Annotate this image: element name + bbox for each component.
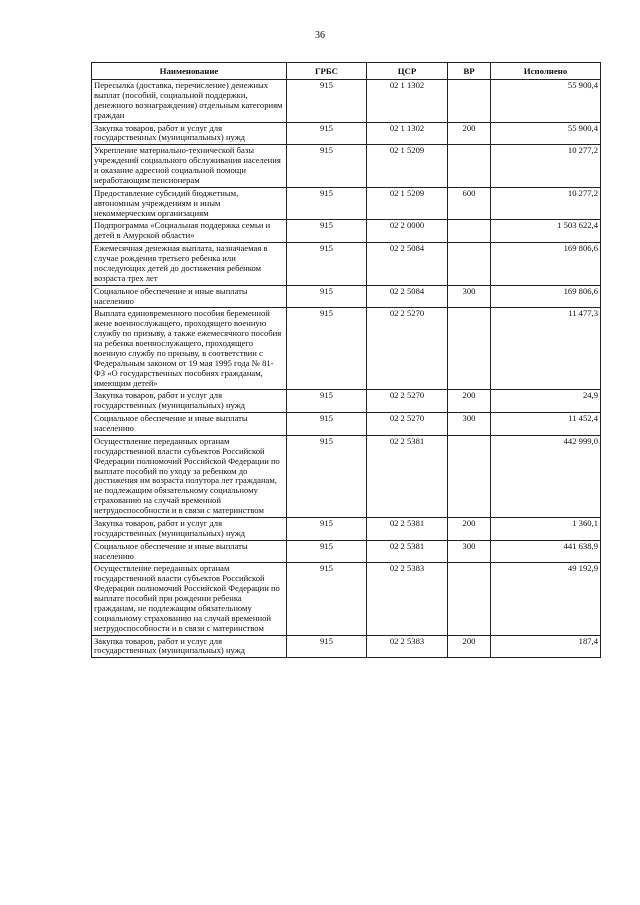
table-row <box>92 635 601 658</box>
cell-vr: 300 <box>448 413 491 436</box>
cell-csr: 02 2 5381 <box>367 517 448 540</box>
cell-csr: 02 2 5381 <box>367 540 448 563</box>
cell-csr: 02 1 1302 <box>367 80 448 123</box>
cell-name: Осуществление переданных органам государственной власти субъектов Российской Федерации полномочий Российской Федерации по выплате пособий по уходу за ребенком до достижения им возраста полутора лет гражданам, не подлежащим обязательному социальному страхованию на случай временной нетрудоспособности и в связи с материнством <box>92 435 287 517</box>
cell-csr: 02 2 5270 <box>367 308 448 390</box>
cell-vr: 300 <box>448 540 491 563</box>
cell-grbs: 915 <box>287 540 367 563</box>
cell-amount: 441 638,9 <box>491 540 601 563</box>
cell-csr: 02 2 5084 <box>367 243 448 286</box>
cell-grbs: 915 <box>287 517 367 540</box>
header-grbs: ГРБС <box>287 63 367 80</box>
header-amount: Исполнено <box>491 63 601 80</box>
cell-name: Укрепление материально-технической базы учреждений социального обслуживания населения и оказание адресной социальной помощи неработающим пенсионерам <box>92 145 287 188</box>
table-row <box>92 413 601 436</box>
cell-name: Социальное обеспечение и иные выплаты населению <box>92 413 287 436</box>
cell-grbs: 915 <box>287 308 367 390</box>
cell-grbs: 915 <box>287 145 367 188</box>
table-header-row <box>92 63 601 80</box>
cell-name: Закупка товаров, работ и услуг для государственных (муниципальных) нужд <box>92 517 287 540</box>
cell-vr: 200 <box>448 517 491 540</box>
table-row <box>92 285 601 308</box>
cell-name: Предоставление субсидий бюджетным, автономным учреждениям и иным некоммерческим организациям <box>92 187 287 220</box>
cell-amount: 11 452,4 <box>491 413 601 436</box>
cell-name: Закупка товаров, работ и услуг для государственных (муниципальных) нужд <box>92 390 287 413</box>
cell-grbs: 915 <box>287 435 367 517</box>
cell-name: Выплата единовременного пособия беременной жене военнослужащего, проходящего военную службу по призыву, а также ежемесячного пособия на ребенка военнослужащего, проходящего военную службу по призыву, в соответствии с Федеральным законом от 19 мая 1995 года № 81-ФЗ «О государственных пособиях гражданам, имеющим детей» <box>92 308 287 390</box>
cell-grbs: 915 <box>287 635 367 658</box>
table-row <box>92 435 601 517</box>
table-row <box>92 80 601 123</box>
cell-vr: 300 <box>448 285 491 308</box>
table-row <box>92 145 601 188</box>
cell-amount: 10 277,2 <box>491 187 601 220</box>
cell-vr <box>448 308 491 390</box>
cell-csr: 02 2 5270 <box>367 390 448 413</box>
cell-amount: 169 806,6 <box>491 285 601 308</box>
cell-vr <box>448 220 491 243</box>
cell-csr: 02 2 5084 <box>367 285 448 308</box>
cell-csr: 02 1 1302 <box>367 122 448 145</box>
cell-csr: 02 2 0000 <box>367 220 448 243</box>
cell-vr: 200 <box>448 122 491 145</box>
cell-amount: 187,4 <box>491 635 601 658</box>
cell-csr: 02 1 5209 <box>367 145 448 188</box>
table-row <box>92 187 601 220</box>
page-number: 36 <box>315 30 325 41</box>
cell-grbs: 915 <box>287 80 367 123</box>
cell-name: Осуществление переданных органам государственной власти субъектов Российской Федерации полномочий Российской Федерации по выплате пособий при рождении ребенка гражданам, не подлежащим обязательному социальному страхованию на случай временной нетрудоспособности и в связи с материнством <box>92 563 287 635</box>
cell-vr <box>448 435 491 517</box>
header-csr: ЦСР <box>367 63 448 80</box>
cell-grbs: 915 <box>287 285 367 308</box>
cell-amount: 55 900,4 <box>491 122 601 145</box>
cell-csr: 02 2 5270 <box>367 413 448 436</box>
table-body <box>92 80 601 658</box>
cell-grbs: 915 <box>287 220 367 243</box>
cell-amount: 11 477,3 <box>491 308 601 390</box>
table-row <box>92 563 601 635</box>
cell-amount: 1 503 622,4 <box>491 220 601 243</box>
table-row <box>92 220 601 243</box>
cell-grbs: 915 <box>287 243 367 286</box>
cell-vr: 200 <box>448 635 491 658</box>
table-row <box>92 540 601 563</box>
cell-amount: 24,9 <box>491 390 601 413</box>
cell-amount: 55 900,4 <box>491 80 601 123</box>
cell-name: Социальное обеспечение и иные выплаты населению <box>92 285 287 308</box>
cell-vr <box>448 563 491 635</box>
cell-name: Подпрограмма «Социальная поддержка семьи и детей в Амурской области» <box>92 220 287 243</box>
cell-amount: 10 277,2 <box>491 145 601 188</box>
cell-csr: 02 2 5381 <box>367 435 448 517</box>
cell-amount: 49 192,9 <box>491 563 601 635</box>
cell-name: Закупка товаров, работ и услуг для государственных (муниципальных) нужд <box>92 122 287 145</box>
cell-name: Ежемесячная денежная выплата, назначаемая в случае рождения третьего ребенка или последующих детей до достижения ребенком возраста трех лет <box>92 243 287 286</box>
cell-grbs: 915 <box>287 563 367 635</box>
cell-csr: 02 2 5383 <box>367 563 448 635</box>
cell-vr <box>448 145 491 188</box>
cell-amount: 1 360,1 <box>491 517 601 540</box>
cell-name: Социальное обеспечение и иные выплаты населению <box>92 540 287 563</box>
table-row <box>92 243 601 286</box>
cell-csr: 02 1 5209 <box>367 187 448 220</box>
cell-amount: 169 806,6 <box>491 243 601 286</box>
cell-vr: 600 <box>448 187 491 220</box>
cell-vr <box>448 80 491 123</box>
header-vr: ВР <box>448 63 491 80</box>
budget-table <box>91 62 601 658</box>
cell-grbs: 915 <box>287 122 367 145</box>
cell-name: Закупка товаров, работ и услуг для государственных (муниципальных) нужд <box>92 635 287 658</box>
table-row <box>92 308 601 390</box>
cell-grbs: 915 <box>287 413 367 436</box>
table-row <box>92 122 601 145</box>
cell-name: Пересылка (доставка, перечисление) денежных выплат (пособий, социальной поддержки, денежного вознаграждения) отдельным категориям граждан <box>92 80 287 123</box>
header-name: Наименование <box>92 63 287 80</box>
cell-vr: 200 <box>448 390 491 413</box>
table-row <box>92 517 601 540</box>
cell-vr <box>448 243 491 286</box>
cell-csr: 02 2 5383 <box>367 635 448 658</box>
cell-grbs: 915 <box>287 187 367 220</box>
table-row <box>92 390 601 413</box>
cell-grbs: 915 <box>287 390 367 413</box>
cell-amount: 442 999,0 <box>491 435 601 517</box>
